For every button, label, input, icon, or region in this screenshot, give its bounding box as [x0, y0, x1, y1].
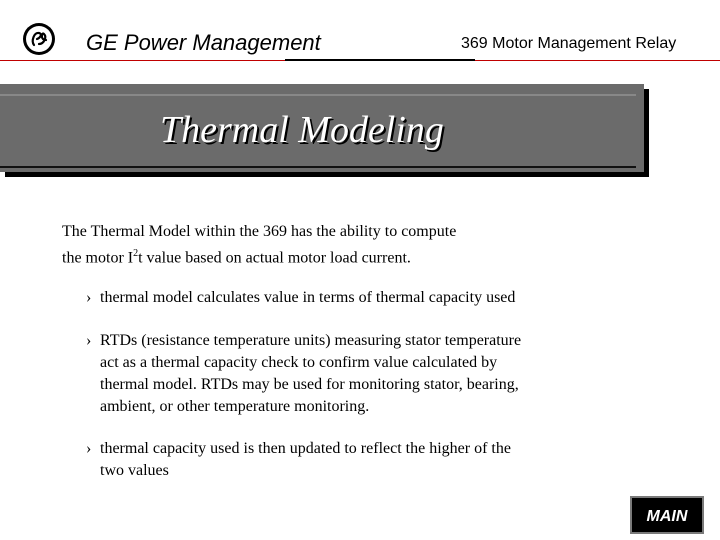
bullet-arrow-icon: ›	[86, 440, 92, 457]
bullet-line: thermal model. RTDs may be used for monitoring stator, bearing,	[100, 376, 519, 393]
ge-monogram-icon	[22, 22, 56, 56]
bullet-line: thermal capacity used is then updated to reflect the higher of the	[100, 440, 511, 457]
slide-title: Thermal Modeling	[160, 109, 444, 151]
bullet-text	[100, 438, 606, 482]
bullet-line: thermal model calculates value in terms of thermal capacity used	[100, 289, 516, 306]
bullet-text	[100, 287, 606, 309]
brand-name: GE Power Management	[86, 30, 321, 55]
bullet-line: two values	[100, 462, 169, 479]
bullet-line: act as a thermal capacity check to confirm value calculated by	[100, 354, 498, 371]
bullet-item	[86, 287, 606, 309]
bullet-line: ambient, or other temperature monitoring.	[100, 398, 370, 415]
bullet-line: RTDs (resistance temperature units) measuring stator temperature	[100, 332, 522, 349]
bullet-item	[86, 438, 606, 482]
product-name: 369 Motor Management Relay	[461, 35, 677, 52]
slide-header	[0, 0, 720, 70]
bullet-arrow-icon: ›	[86, 332, 92, 349]
main-menu-button[interactable]: MAIN	[630, 496, 704, 534]
bullet-item	[86, 330, 606, 418]
intro-line: the motor $I^2t$ value based on actual motor load current.	[62, 248, 411, 267]
bullet-text	[100, 330, 606, 418]
header-divider-accent	[285, 59, 475, 61]
bullet-arrow-icon: ›	[86, 289, 92, 306]
intro-paragraph	[62, 221, 582, 269]
intro-line: The Thermal Model within the 369 has the ability to compute	[62, 223, 457, 240]
